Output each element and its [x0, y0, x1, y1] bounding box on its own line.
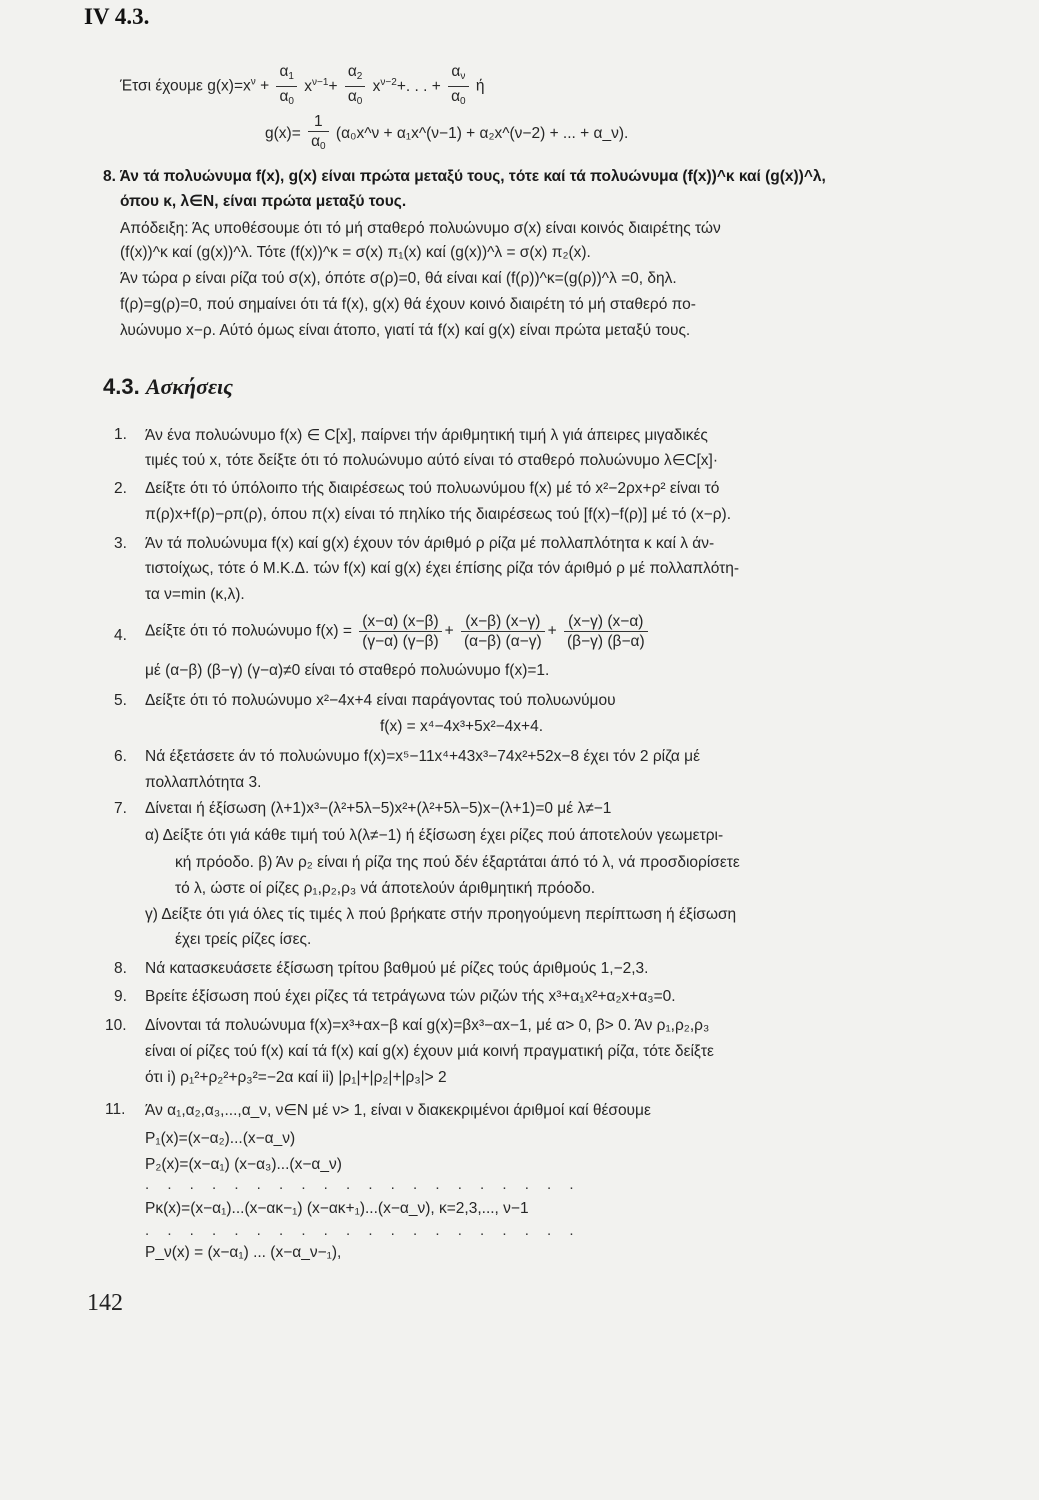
exercise-text: Δείξτε ότι τό ύπόλοιπο τής διαιρέσεως τού πολυωνύμου f(x) μέ τό x²−2ρx+ρ² είναι τό	[145, 480, 720, 497]
exercise-text: τα ν=min (κ,λ).	[145, 586, 245, 603]
proof-line-1: Απόδειξη: Άς υποθέσουμε ότι τό μή σταθερό πολυώνυμο σ(x) είναι κοινός διαιρέτης τών	[120, 220, 721, 237]
proof-line-4: f(ρ)=g(ρ)=0, πού σημαίνει ότι τά f(x), g(x) θά έχουν κοινό διαιρέτη τό μή σταθερό πο-	[120, 296, 696, 313]
exercise-number: 3.	[114, 535, 127, 552]
exercise-number: 2.	[114, 480, 127, 497]
exercise-text: τιμές τού x, τότε δείξτε ότι τό πολυώνυμο αύτό είναι τό σταθερό πολυώνυμο λ∈C[x]·	[145, 452, 719, 469]
proof-line-5: λυώνυμο x−ρ. Αύτό όμως είναι άτοπο, γιατί τά f(x) καί g(x) είναι πρώτα μεταξύ τους.	[120, 322, 691, 339]
exercise-text: είναι οί ρίζες τού f(x) καί τά f(x) καί g(x) έχουν μιά κοινή πραγματική ρίζα, τότε δείξτε	[145, 1043, 714, 1060]
exercise-number: 11.	[105, 1101, 126, 1118]
section-title: 4.3. Ασκήσεις	[103, 374, 233, 399]
exercise-4-formula: Δείξτε ότι τό πολυώνυμο f(x) = $\frac{(x-\alpha) (x-\beta)}{(\gamma-\alpha) (\gamma-\beta)}$ + $\frac{(x-\beta) (x-\gamma)}{(\alpha-\beta) (\alpha-\gamma)}$ + $\frac{(x-\gamma) (x-\alpha)}{(\beta-\gamma) (\beta-\alpha)}$	[145, 612, 651, 651]
exercise-text: Δίνεται ή έξίσωση (λ+1)x³−(λ²+5λ−5)x²+(λ²+5λ−5)x−(λ+1)=0 μέ λ≠−1	[145, 800, 612, 817]
exercise-number: 10.	[105, 1017, 127, 1034]
exercise-number: 6.	[114, 748, 127, 765]
exercise-text: α) Δείξτε ότι γιά κάθε τιμή τού λ(λ≠−1) ή έξίσωση έχει ρίζες πού άποτελούν γεωμετρι-	[145, 827, 724, 844]
exercise-text: P₂(x)=(x−α₁) (x−α₃)...(x−α_ν)	[145, 1156, 342, 1173]
exercise-text: μέ (α−β) (β−γ) (γ−α)≠0 είναι τό σταθερό πολυώνυμο f(x)=1.	[145, 662, 550, 679]
proof-line-2: (f(x))^κ καί (g(x))^λ. Τότε (f(x))^κ = σ(x) π₁(x) καί (g(x))^λ = σ(x) π₂(x).	[120, 244, 591, 261]
exercise-number: 7.	[114, 800, 127, 817]
exercise-text: γ) Δείξτε ότι γιά όλες τίς τιμές λ πού βρήκατε στήν προηγούμενη περίπτωση ή έξίσωση	[145, 906, 737, 923]
exercise-number: 1.	[114, 426, 127, 443]
item8-statement-1: 8. Άν τά πολυώνυμα f(x), g(x) είναι πρώτα μεταξύ τους, τότε καί τά πολυώνυμα (f(x))^κ καί (g(x))^λ,	[103, 168, 826, 185]
exercise-number: 8.	[114, 960, 127, 977]
exercise-number: 4.	[114, 627, 127, 644]
exercise-text: πολλαπλότητα 3.	[145, 774, 262, 791]
exercise-text: P₁(x)=(x−α₂)...(x−α_ν)	[145, 1130, 296, 1147]
exercise-text: π(ρ)x+f(ρ)−ρπ(ρ), όπου π(x) είναι τό πηλίκο τής διαιρέσεως τού [f(x)−f(ρ)] μέ τό (x−ρ).	[145, 506, 732, 523]
proof-line-3: Άν τώρα ρ είναι ρίζα τού σ(x), όπότε σ(ρ)=0, θά είναι καί (f(ρ))^κ=(g(ρ))^λ =0, δηλ.	[120, 270, 677, 287]
exercise-text: Νά κατασκευάσετε έξίσωση τρίτου βαθμού μέ ρίζες τούς άριθμούς 1,−2,3.	[145, 960, 649, 977]
item8-statement-2: όπου κ, λ∈N, είναι πρώτα μεταξύ τους.	[120, 193, 407, 210]
exercise-text: ότι i) ρ₁²+ρ₂²+ρ₃²=−2α καί ii) |ρ₁|+|ρ₂|+|ρ₃|> 2	[145, 1069, 447, 1086]
ellipsis-row: . . . . . . . . . . . . . . . . . . . .	[145, 1222, 581, 1239]
exercise-text: τό λ, ώστε οί ρίζες ρ₁,ρ₂,ρ₃ νά άποτελούν άριθμητική πρόοδο.	[175, 880, 595, 897]
exercise-text: Βρείτε έξίσωση πού έχει ρίζες τά τετράγωνα τών ριζών τής x³+α₁x²+α₂x+α₃=0.	[145, 988, 676, 1005]
exercise-text: Άν ένα πολυώνυμο f(x) ∈ C[x], παίρνει τήν άριθμητική τιμή λ γιά άπειρες μιγαδικές	[145, 427, 708, 444]
ellipsis-row: . . . . . . . . . . . . . . . . . . . .	[145, 1176, 581, 1193]
exercise-text: κή πρόοδο. β) Άν ρ₂ είναι ή ρίζα της πού δέν έξαρτάται άπό τό λ, νά προσδιορίσετε	[175, 854, 740, 871]
exercise-text: Pκ(x)=(x−α₁)...(x−ακ−₁) (x−ακ+₁)...(x−α_ν), κ=2,3,..., ν−1	[145, 1200, 529, 1217]
intro-line-2: g(x)= $\frac{1}{\alpha_0}$ (α₀x^ν + α₁x^(ν−1) + α₂x^(ν−2) + ... + α_ν).	[265, 113, 629, 152]
exercise-text: Νά έξετάσετε άν τό πολυώνυμο f(x)=x⁵−11x⁴+43x³−74x²+52x−8 έχει τόν 2 ρίζα μέ	[145, 748, 700, 765]
exercise-number: 5.	[114, 692, 127, 709]
exercise-text: Άν α₁,α₂,α₃,...,α_ν, ν∈N μέ ν> 1, είναι ν διακεκριμένοι άριθμοί καί θέσουμε	[145, 1102, 651, 1119]
exercise-text: Δίνονται τά πολυώνυμα f(x)=x³+αx−β καί g(x)=βx³−αx−1, μέ α> 0, β> 0. Άν ρ₁,ρ₂,ρ₃	[145, 1017, 710, 1034]
exercise-text: Άν τά πολυώνυμα f(x) καί g(x) έχουν τόν άριθμό ρ ρίζα μέ πολλαπλότητα κ καί λ άν-	[145, 535, 715, 552]
exercise-text: τιστοίχως, τότε ό Μ.Κ.Δ. τών f(x) καί g(x) έχει έπίσης ρίζα τόν άριθμό ρ μέ πολλαπλότη-	[145, 560, 739, 577]
exercise-text: έχει τρείς ρίζες ίσες.	[175, 931, 312, 948]
exercise-text: P_ν(x) = (x−α₁) ... (x−α_ν−₁),	[145, 1244, 342, 1261]
intro-line-1: Έτσι έχουμε $g(x)=x^\nu$ + $\frac{\alpha_1}{\alpha_0}$ $x^{\nu-1}+$ $\frac{\alpha_2}{\alpha_0}$ $x^{\nu-2}+$. . . + $\frac{\alpha_\nu}{\alpha_0}$ ή	[120, 63, 485, 107]
exercise-number: 9.	[114, 988, 127, 1005]
exercise-text: f(x) = x⁴−4x³+5x²−4x+4.	[380, 718, 544, 735]
page-number: 142	[87, 1290, 123, 1316]
running-header: IV 4.3.	[84, 4, 150, 29]
exercise-text: Δείξτε ότι τό πολυώνυμο x²−4x+4 είναι παράγοντας τού πολυωνύμου	[145, 692, 616, 709]
